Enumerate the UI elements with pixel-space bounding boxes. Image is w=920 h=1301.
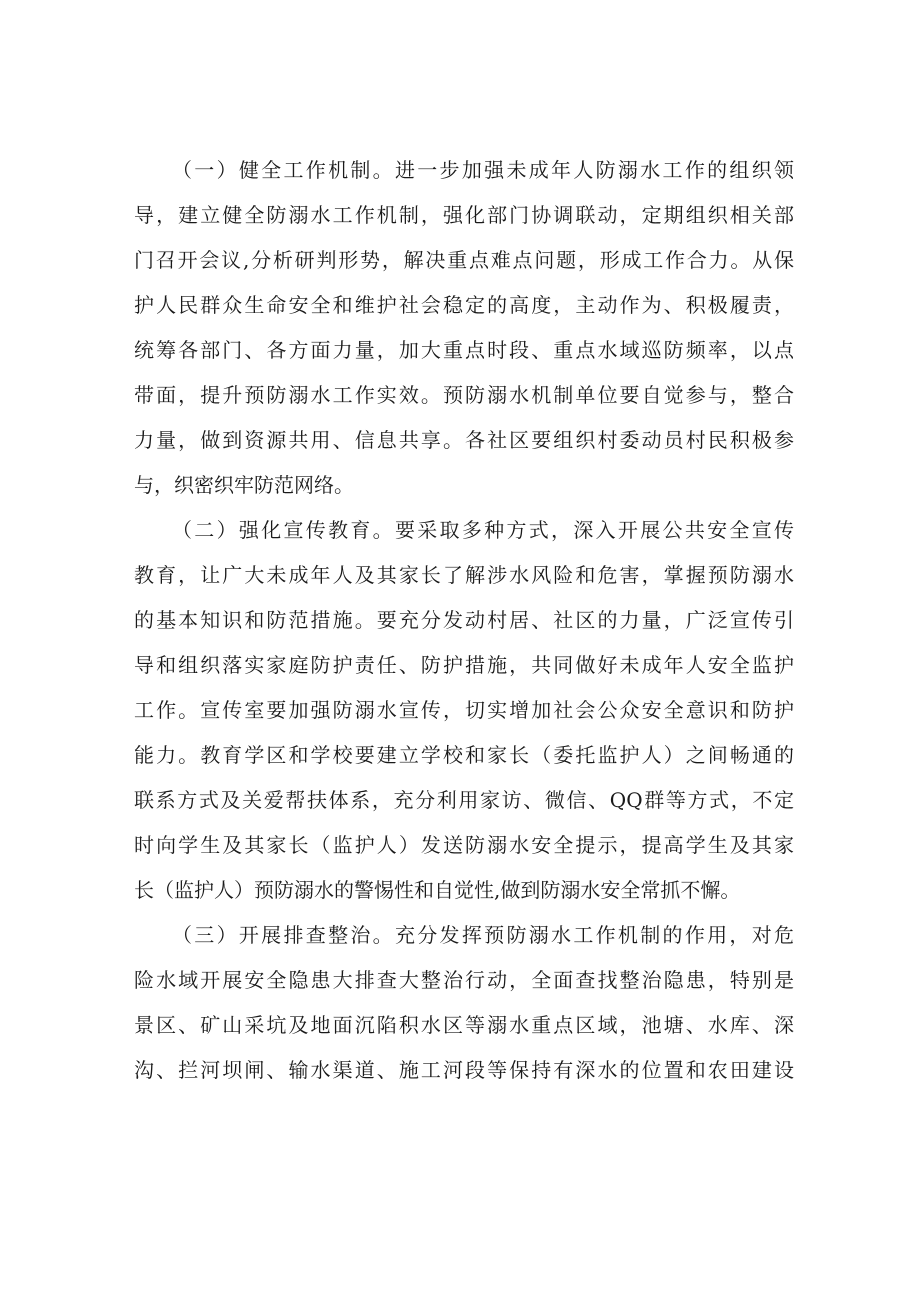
paragraph-line: 护人民群众生命安全和维护社会稳定的高度，主动作为、积极履责，: [134, 293, 794, 317]
paragraph-line: 的基本知识和防范措施。要充分发动村居、社区的力量，广泛宣传引: [134, 608, 794, 632]
paragraph-line: 景区、矿山采坑及地面沉陷积水区等溺水重点区域，池塘、水库、深: [134, 1013, 794, 1037]
paragraph-line: 门召开会议,分析研判形势，解决重点难点问题，形成工作合力。从保: [134, 248, 794, 272]
paragraph-line: 统筹各部门、各方面力量，加大重点时段、重点水域巡防频率，以点: [134, 338, 794, 362]
paragraph-line: （二）强化宣传教育。要采取多种方式，深入开展公共安全宣传: [172, 518, 794, 542]
paragraph-line: 工作。宣传室要加强防溺水宣传，切实增加社会公众安全意识和防护: [134, 698, 794, 722]
document-body: [134, 148, 794, 1093]
paragraph-line: 导和组织落实家庭防护责任、防护措施，共同做好未成年人安全监护: [134, 653, 794, 677]
paragraph-line: 联系方式及关爱帮扶体系，充分利用家访、微信、QQ群等方式，不定: [134, 788, 794, 812]
paragraph-2-publicity-education: [134, 508, 794, 913]
paragraph-line: 险水域开展安全隐患大排查大整治行动，全面查找整治隐患，特别是: [134, 968, 794, 992]
paragraph-line: 沟、拦河坝闸、输水渠道、施工河段等保持有深水的位置和农田建设: [134, 1058, 794, 1082]
paragraph-1-work-mechanism: [134, 148, 794, 508]
paragraph-line: 导，建立健全防溺水工作机制，强化部门协调联动，定期组织相关部: [134, 203, 794, 227]
paragraph-line: 带面，提升预防溺水工作实效。预防溺水机制单位要自觉参与，整合: [134, 383, 794, 407]
paragraph-line: 长（监护人）预防溺水的警惕性和自觉性,做到防溺水安全常抓不懈。: [134, 878, 741, 902]
paragraph-line: 能力。教育学区和学校要建立学校和家长（委托监护人）之间畅通的: [134, 743, 794, 767]
paragraph-line: 时向学生及其家长（监护人）发送防溺水安全提示，提高学生及其家: [134, 833, 794, 857]
paragraph-line: （一）健全工作机制。进一步加强未成年人防溺水工作的组织领: [172, 158, 794, 182]
paragraph-line: （三）开展排查整治。充分发挥预防溺水工作机制的作用，对危: [172, 923, 794, 947]
paragraph-line: 力量，做到资源共用、信息共享。各社区要组织村委动员村民积极参: [134, 428, 794, 452]
paragraph-3-inspection-rectification: [134, 913, 794, 1093]
paragraph-line: 与，织密织牢防范网络。: [134, 473, 354, 497]
paragraph-line: 教育，让广大未成年人及其家长了解涉水风险和危害，掌握预防溺水: [134, 563, 794, 587]
